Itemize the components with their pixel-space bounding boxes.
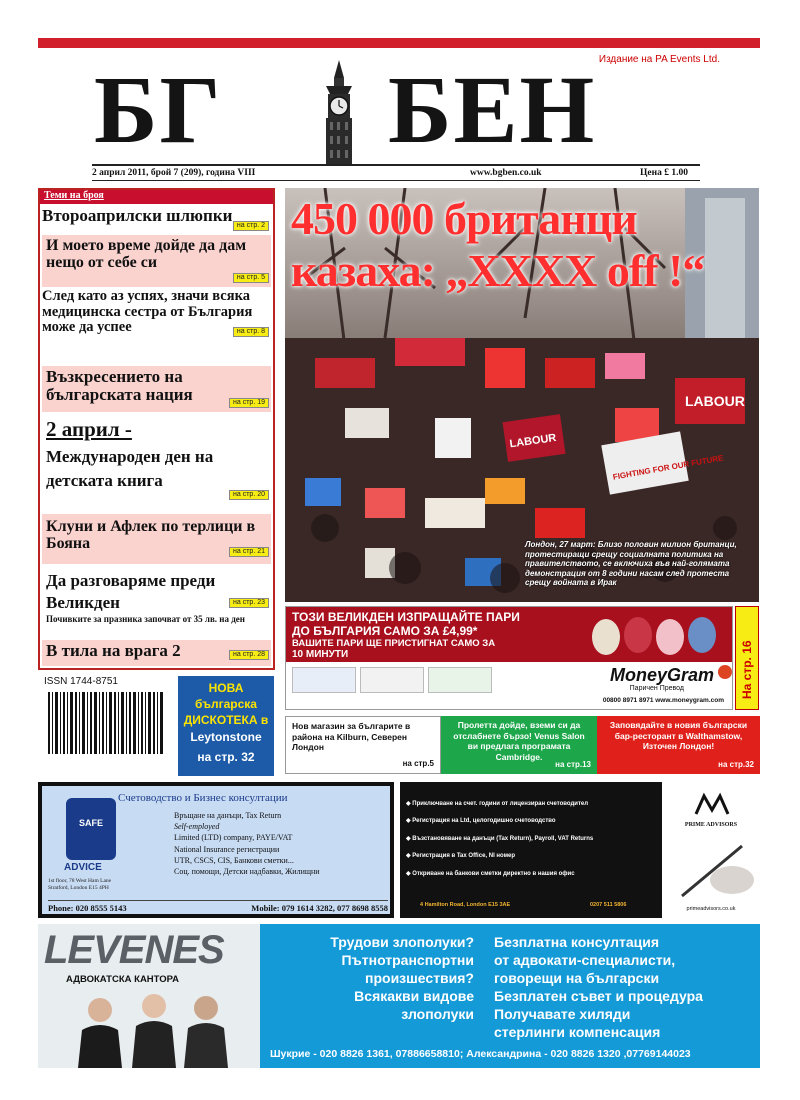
service-item: Соц. помощи, Детски надбавки, Жилищни [174, 866, 320, 876]
toc-item-title: Второаприлски шлюпки [42, 206, 233, 225]
levenes-contacts: Шукрие - 020 8826 1361, 07886658810; Александрина - 020 8826 1320 ,07769144023 [270, 1048, 691, 1060]
prime-logo-panel [662, 782, 760, 918]
phone-number: Phone: 020 8555 5143 [48, 903, 127, 913]
levenes-brand-panel [38, 924, 260, 1068]
promo-line: Leytonstone [190, 729, 262, 744]
hero-headline-line1: 450 000 британци [291, 193, 637, 244]
toc-item[interactable] [42, 640, 271, 666]
hero-photo[interactable] [285, 188, 759, 602]
page-tag: на стр. 2 [233, 221, 269, 231]
page-tag: на стр. 23 [229, 598, 269, 608]
toc-item[interactable] [42, 514, 271, 564]
toc-item[interactable] [42, 366, 271, 412]
service-item: UTR, CSCS, CIS, Банкови сметки... [174, 855, 294, 865]
toc-item-title: 2 април - [46, 417, 132, 441]
teaser-text: Пролетта дойде, вземи си да отслабнете бързо! Venus Salon ви предлага програмата Cambridge. [453, 720, 585, 762]
placard-text: LABOUR [685, 393, 745, 409]
levenes-subtitle: АДВОКАТСКА КАНТОРА [66, 974, 179, 985]
ad-line: ДО БЪЛГАРИЯ САМО ЗА £4,99* [292, 624, 478, 638]
partner-logos [292, 667, 492, 693]
ad-line: Пътнотранспортни [341, 951, 474, 968]
page-ref-label: На стр. 16 [740, 640, 754, 699]
ad-contacts [48, 900, 388, 913]
toc-heading: Теми на броя [40, 190, 273, 204]
levenes-questions [284, 934, 474, 1024]
teaser-venus-salon[interactable] [441, 716, 597, 774]
levenes-logo: LEVENES [44, 928, 224, 972]
toc-item-title: Клуни и Афлек по терлици в Бояна [46, 518, 256, 553]
prime-logo-icon [692, 792, 732, 818]
hero-caption: Лондон, 27 март: Близо половин милион британци, протестиращи срещу социалната политика на правителството, се включиха във най-голямата демонстрация от 8 години насам след протеста срещу войната в Ирак [525, 540, 737, 588]
prime-web: primeadvisors.co.uk [686, 906, 736, 912]
toc-item-subtitle: Почивките за празника започват от 35 лв. на ден [46, 614, 245, 625]
service-item: ◆ Регистрация в Tax Office, NI номер [406, 853, 516, 860]
toc-item-subtitle: Международен ден на детската книга [46, 446, 214, 491]
dateline-rule [92, 180, 700, 181]
ad-line: произшествия? [365, 969, 474, 986]
safe-advice-ad[interactable] [38, 782, 394, 918]
masthead-title-right: БЕН [388, 56, 597, 163]
publisher-note: Издание на PA Events Ltd. [598, 54, 720, 65]
toc-item-title: Да разговаряме преди Великден [46, 571, 216, 613]
service-list [406, 796, 593, 883]
service-item: Връщане на данъци, Tax Return [174, 811, 282, 820]
disco-promo[interactable] [178, 676, 274, 776]
page-tag: на стр. 21 [229, 547, 269, 557]
ad-line: Получавате хиляди [494, 1005, 631, 1022]
service-item: ◆ Откриване на банкови сметки директно в нашия офис [406, 870, 575, 877]
toc-item[interactable] [42, 289, 271, 363]
toc-item-title: След като аз успях, значи всяка медицинска сестра от България може да успее [42, 288, 253, 336]
teaser-walthamstow[interactable] [597, 716, 760, 774]
ad-line: Всякакви видове [354, 987, 474, 1004]
teaser-text: Нов магазин за българите в района на Kilburn, Северен Лондон [292, 721, 411, 753]
easter-eggs-icon [586, 609, 732, 659]
top-red-bar [38, 38, 760, 48]
issn: ISSN 1744-8751 [44, 676, 118, 687]
promo-page-ref: на стр. 32 [197, 749, 255, 764]
service-item: National Insurance регистрации [174, 844, 280, 854]
lawyers-photo [68, 990, 238, 1068]
ad-address: 1st floor, 78 West Ham Lane Stratford, London E15 4PH [48, 878, 112, 892]
moneygram-sub: Паричен Превод [629, 685, 684, 692]
levenes-ad[interactable] [38, 924, 760, 1068]
teaser-page-ref: на стр.13 [555, 760, 591, 769]
dateline: 2 април 2011, брой 7 (209), година VIII [92, 168, 256, 178]
toc-item[interactable] [42, 418, 271, 508]
logo-subtext: ADVICE [64, 862, 102, 873]
ad-line: ВАШИТЕ ПАРИ ЩЕ ПРИСТИГНАТ САМО ЗА [292, 638, 496, 649]
phone-number: 0207 511 5806 [590, 902, 627, 908]
ad-line: говорещи на български [494, 969, 660, 986]
toc-box [38, 188, 275, 670]
ad-title: Счетоводство и Бизнес консултации [118, 792, 288, 804]
toc-item[interactable] [42, 570, 271, 632]
moneygram-ad[interactable] [285, 606, 733, 710]
big-ben-icon [304, 60, 374, 164]
teaser-text: Заповядайте в новия български бар-ресторант в Walthamstow, Източен Лондон! [609, 720, 748, 752]
ad-line: злополуки [401, 1005, 474, 1022]
price: Цена £ 1.00 [640, 168, 688, 178]
ad-line: стерлинги компенсация [494, 1023, 661, 1040]
moneygram-phone: 00800 8971 8971 www.moneygram.com [602, 697, 724, 704]
ad-address: 4 Hamilton Road, London E15 3AE [420, 902, 511, 908]
mobile-number: Mobile: 079 1614 3282, 077 8698 8558 [251, 903, 388, 913]
barcode-icon [44, 690, 168, 768]
service-item: ◆ Приключване на счет. години от лицензиран счетоводител [406, 801, 589, 807]
toc-item-title: В тила на врага 2 [46, 641, 181, 660]
ad-line: Безплатна консултация [494, 934, 660, 950]
hero-headline-line2: казаха: „XXXX off !“ [291, 245, 705, 296]
toc-item-title: И моето време дойде да дам нещо от себе си [46, 237, 247, 272]
moneygram-logo: MoneyGram [609, 665, 714, 685]
teaser-page-ref: на стр.5 [402, 759, 434, 768]
service-item: Self-employed [174, 822, 220, 832]
page-tag: на стр. 20 [229, 490, 269, 500]
promo-line: ДИСКОТЕКА в [183, 713, 269, 728]
page-tag: на стр. 8 [233, 327, 269, 337]
ad-line: ТОЗИ ВЕЛИКДЕН ИЗПРАЩАЙТЕ ПАРИ [292, 610, 520, 624]
safe-advice-panel [42, 786, 390, 914]
toc-item[interactable] [42, 235, 271, 287]
masthead-title-left: БГ [94, 56, 223, 163]
teaser-page-ref: на стр.32 [718, 760, 754, 769]
service-item: ◆ Регистрация на Ltd, целогодишно счетоводство [406, 818, 556, 825]
ad-line: Трудови злополуки? [330, 934, 474, 950]
moneygram-globe-icon [718, 665, 732, 679]
toc-item[interactable] [42, 207, 271, 233]
toc-item-title: Възкресението на българската нация [46, 367, 193, 405]
prime-advisors-ad[interactable] [400, 782, 760, 918]
page-tag: на стр. 19 [229, 398, 269, 408]
safe-advice-logo [66, 798, 116, 860]
levenes-benefits [494, 934, 756, 1041]
teaser-kilburn[interactable] [285, 716, 441, 774]
ad-line: 10 МИНУТИ [292, 649, 349, 660]
masthead-rule [92, 164, 700, 166]
placard-text: LABOUR [508, 431, 558, 451]
ad-line: от адвокати-специалисти, [494, 951, 676, 968]
placard-text: FIGHTING FOR OUR FUTURE [612, 453, 725, 482]
pen-hand-icon [672, 840, 756, 900]
ad-line: Безплатен съвет и процедура [494, 987, 703, 1004]
page-tag: на стр. 28 [229, 650, 269, 660]
website-link[interactable]: www.bgben.co.uk [470, 168, 542, 178]
page-tag: на стр. 5 [233, 273, 269, 283]
promo-line: НОВА [208, 681, 244, 695]
service-item: ◆ Възстановяване на данъци (Tax Return), Payroll, VAT Returns [406, 835, 594, 842]
prime-logo-text: PRIME ADVISORS [684, 822, 738, 828]
service-item: Limited (LTD) company, PAYE/VAT [174, 833, 293, 843]
logo-text: SAFE [78, 818, 103, 828]
page-ref-tab[interactable] [735, 606, 759, 710]
promo-line: българска [195, 697, 257, 712]
moneygram-banner [286, 607, 732, 662]
